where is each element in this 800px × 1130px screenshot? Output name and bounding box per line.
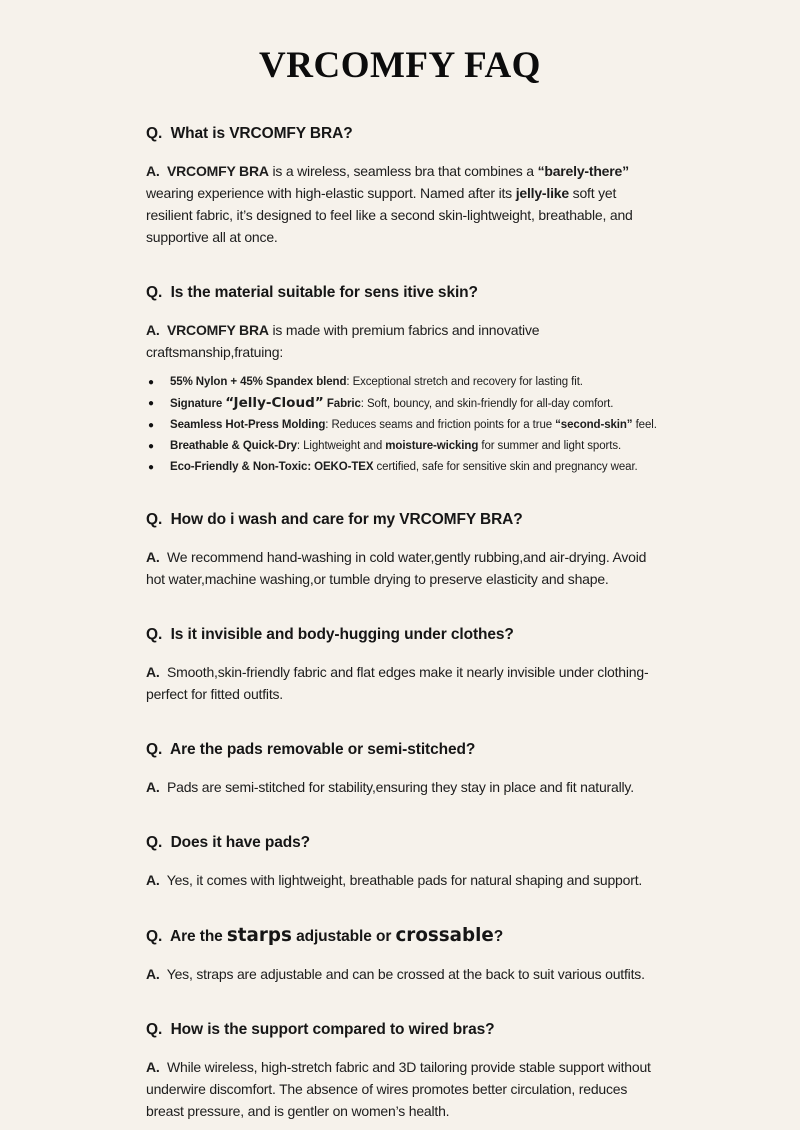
faq-bullet-item	[146, 439, 666, 454]
faq-question: Q. Is the material suitable for sens itive skin?	[146, 284, 478, 301]
bullet-icon: ●	[148, 420, 154, 431]
faq-question: Q. How do i wash and care for my VRCOMFY BRA?	[146, 511, 523, 528]
faq-answer: A. While wireless, high-stretch fabric and 3D tailoring provide stable support without underwire discomfort. The absence of wires promotes better circulation, reduces breast pressure, and is gentler on women’s health.	[146, 1059, 655, 1119]
faq-section-material	[146, 282, 666, 475]
faq-question: Q. Does it have pads?	[146, 834, 311, 851]
faq-section-what-is	[146, 123, 666, 248]
faq-bullet-list	[146, 375, 666, 475]
faq-section-wash-care	[146, 509, 666, 590]
faq-bullet-text: Seamless Hot-Press Molding: Reduces seams and friction points for a true “second-skin” feel.	[170, 419, 657, 431]
faq-answer: A. Smooth,skin-friendly fabric and flat edges make it nearly invisible under clothing-perfect for fitted outfits.	[146, 664, 649, 702]
faq-bullet-item	[146, 375, 666, 390]
faq-question: Q. Are the pads removable or semi-stitched?	[146, 741, 476, 758]
faq-column	[146, 123, 666, 1122]
bullet-icon: ●	[148, 462, 154, 473]
faq-bullet-text: Breathable & Quick-Dry: Lightweight and moisture-wicking for summer and light sports.	[170, 440, 622, 452]
faq-bullet-item	[146, 460, 666, 475]
faq-section-pads-removable	[146, 739, 666, 798]
bullet-icon: ●	[148, 398, 154, 409]
faq-answer: A. VRCOMFY BRA is made with premium fabrics and innovative craftsmanship,fratuing:	[146, 322, 544, 360]
faq-answer: A. Yes, it comes with lightweight, breathable pads for natural shaping and support.	[146, 872, 643, 888]
faq-bullet-item	[146, 396, 666, 412]
faq-section-has-pads	[146, 832, 666, 891]
faq-bullet-text: 55% Nylon + 45% Spandex blend: Exceptional stretch and recovery for lasting fit.	[170, 376, 583, 388]
faq-answer: A. VRCOMFY BRA is a wireless, seamless bra that combines a “barely-there” wearing experience with high-elastic support. Named after its jelly-like soft yet resilient fabric, it’s designed to feel like a second skin-lightweight, breathable, and supportive all at once.	[146, 163, 637, 245]
page-title: VRCOMFY FAQ	[259, 45, 541, 86]
faq-answer: A. We recommend hand-washing in cold water,gently rubbing,and air-drying. Avoid hot water,machine washing,or tumble drying to preserve elasticity and shape.	[146, 549, 650, 587]
faq-answer: A. Pads are semi-stitched for stability,ensuring they stay in place and fit naturally.	[146, 779, 634, 795]
faq-section-support	[146, 1019, 666, 1122]
faq-answer: A. Yes, straps are adjustable and can be crossed at the back to suit various outfits.	[146, 966, 645, 982]
faq-bullet-item	[146, 418, 666, 433]
bullet-icon: ●	[148, 441, 154, 452]
faq-bullet-text: Eco-Friendly & Non-Toxic: OEKO-TEX certified, safe for sensitive skin and pregnancy wear.	[170, 461, 638, 473]
faq-section-invisible	[146, 624, 666, 705]
faq-question: Q. What is VRCOMFY BRA?	[146, 125, 353, 142]
faq-question: Q. Are the starps adjustable or crossable?	[146, 925, 504, 946]
bullet-icon: ●	[148, 377, 154, 388]
faq-section-straps	[146, 925, 666, 985]
faq-question: Q. Is it invisible and body-hugging under clothes?	[146, 626, 514, 643]
faq-bullet-text: Signature “Jelly-Cloud” Fabric: Soft, bouncy, and skin-friendly for all-day comfort.	[170, 395, 614, 411]
faq-question: Q. How is the support compared to wired bras?	[146, 1021, 495, 1038]
